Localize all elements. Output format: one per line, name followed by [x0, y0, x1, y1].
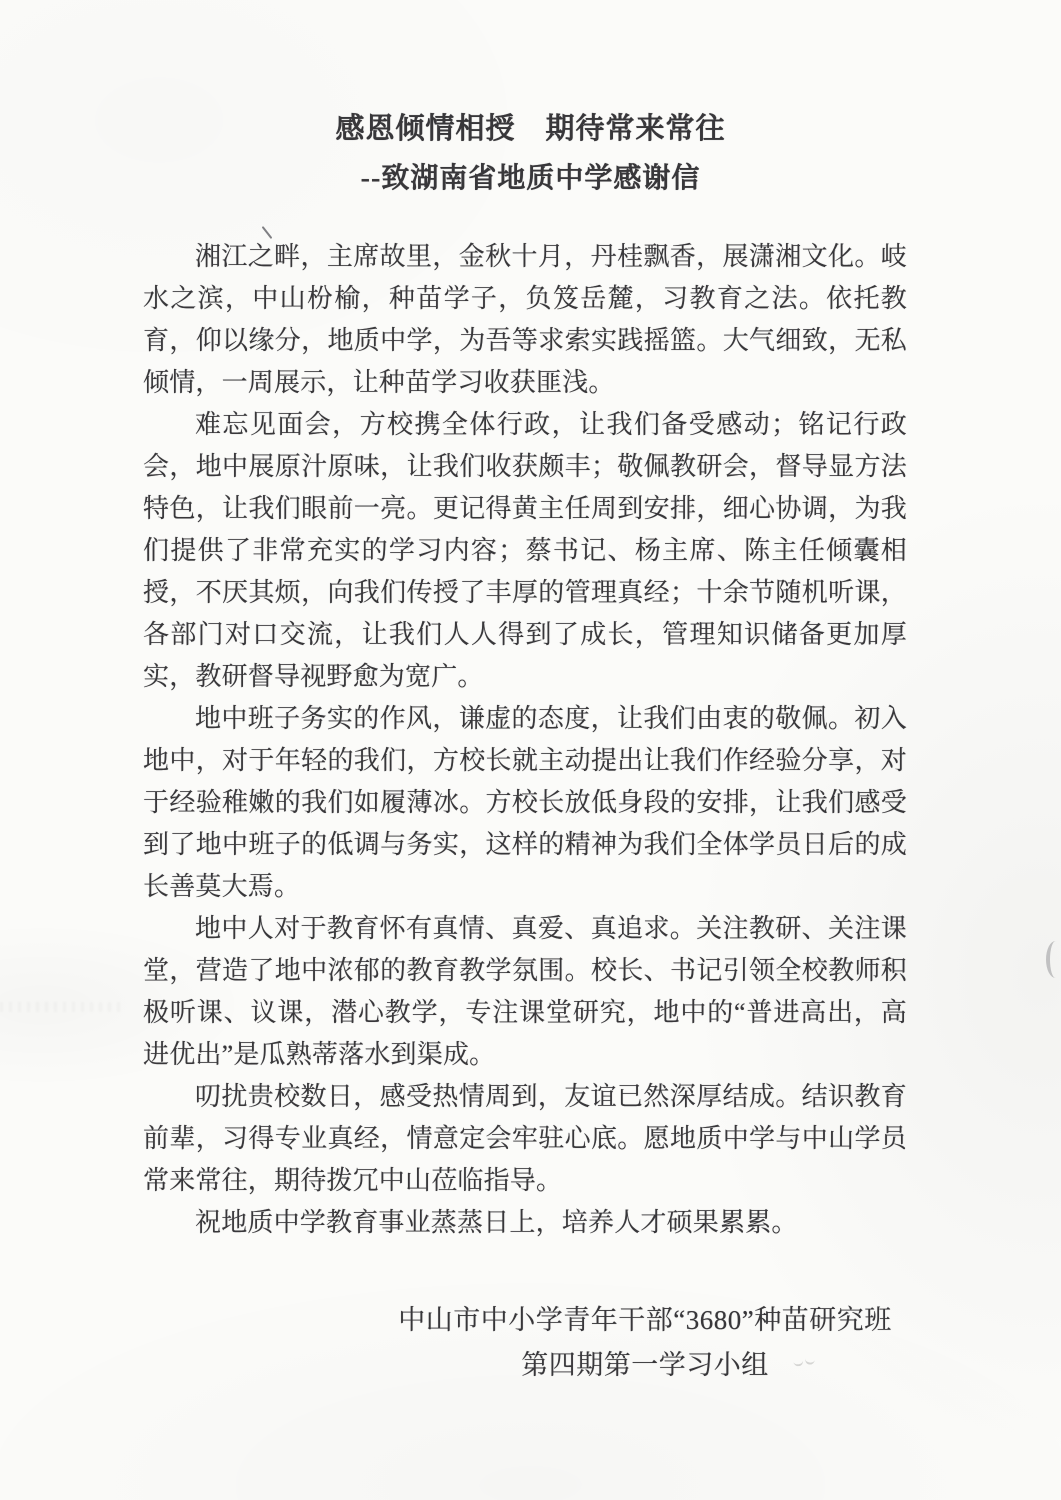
scan-artifact-edge-curve [1046, 941, 1061, 978]
letter-subtitle: --致湖南省地质中学感谢信 [360, 163, 701, 194]
body-paragraph-6: 祝地质中学教育事业蒸蒸日上，培养人才硕果累累。 [195, 1208, 798, 1237]
body-paragraph-1: 湘江之畔，主席故里，金秋十月，丹桂飘香，展潇湘文化。岐水之滨，中山枌榆，种苗学子，负笈岳麓，习教育之法。依托教育，仰以缘分，地质中学，为吾等求索实践摇篮。大气细致，无私倾情，一周展示，让种苗学习收获匪浅。 [143, 242, 907, 397]
letter-title: 感恩倾情相授 期待常来常往 [335, 113, 726, 145]
scan-artifact-left-edge-noise [0, 1002, 120, 1012]
signature-group: 第四期第一学习小组 [521, 1350, 769, 1380]
body-paragraph-3: 地中班子务实的作风，谦虚的态度，让我们由衷的敬佩。初入地中，对于年轻的我们，方校长就主动提出让我们作经验分享，对于经验稚嫩的我们如履薄冰。方校长放低身段的安排，让我们感受到了地中班子的低调与务实，这样的精神为我们全体学员日后的成长善莫大焉。 [143, 704, 907, 901]
signature-organization: 中山市中小学青年干部“3680”种苗研究班 [398, 1305, 892, 1335]
body-paragraph-2: 难忘见面会，方校携全体行政，让我们备受感动；铭记行政会，地中展原汁原味，让我们收获颇丰；敬佩教研会，督导显方法特色，让我们眼前一亮。更记得黄主任周到安排，细心协调，为我们提供了非常充实的学习内容；蔡书记、杨主席、陈主任倾囊相授，不厌其烦，向我们传授了丰厚的管理真经；十余节随机听课，各部门对口交流，让我们人人得到了成长，管理知识储备更加厚实，教研督导视野愈为宽广。 [143, 410, 907, 691]
body-paragraph-5: 叨扰贵校数日，感受热情周到，友谊已然深厚结成。结识教育前辈，习得专业真经，情意定会牢驻心底。愿地质中学与中山学员常来常往，期待拨冗中山莅临指导。 [143, 1082, 907, 1195]
signature-block [230, 1298, 1060, 1388]
letter-body [143, 236, 907, 1244]
body-paragraph-4: 地中人对于教育怀有真情、真爱、真追求。关注教研、关注课堂，营造了地中浓郁的教育教学氛围。校长、书记引领全校教师积极听课、议课，潜心教学，专注课堂研究，地中的“普进高出，高进优出”是瓜熟蒂落水到渠成。 [143, 914, 907, 1069]
letter-header [0, 104, 1061, 204]
